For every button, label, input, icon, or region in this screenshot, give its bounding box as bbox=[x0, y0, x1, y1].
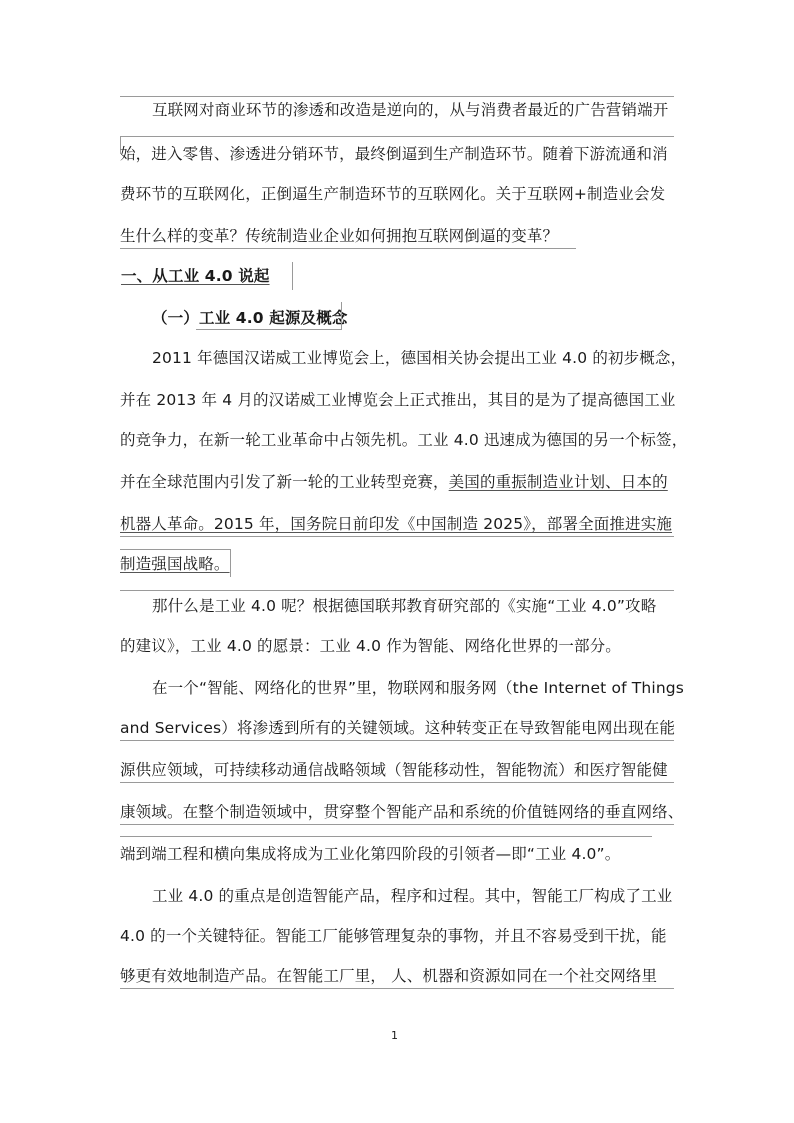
revision-rule bbox=[120, 824, 674, 825]
paragraph-5-line-3: 够更有效地制造产品。在智能工厂里， 人、机器和资源如同在一个社交网络里 bbox=[120, 967, 658, 985]
revision-rule bbox=[196, 329, 341, 330]
page-number: 1 bbox=[391, 1029, 398, 1042]
paragraph-4-line-2-text: and Services）将渗透到所有的关键领域。 bbox=[120, 719, 425, 737]
paragraph-3-line-1: 那什么是工业 4.0 呢？根据德国联邦教育研究部的《实施“工业 4.0”攻略 bbox=[152, 597, 657, 615]
revision-rule bbox=[120, 836, 652, 837]
paragraph-2-line-6 bbox=[120, 554, 230, 574]
revision-rule bbox=[120, 988, 674, 989]
revision-rule bbox=[120, 590, 674, 591]
revision-bar bbox=[292, 262, 293, 290]
paragraph-2-line-3: 的竞争力，在新一轮工业革命中占领先机。工业 4.0 迅速成为德国的另一个标签， bbox=[120, 431, 688, 449]
subsection-heading-text: （一）工业 4.0 起源及概念 bbox=[152, 309, 348, 327]
section-heading-text: 一、从工业 4.0 说起 bbox=[121, 267, 270, 285]
paragraph-2-line-2: 并在 2013 年 4 月的汉诺威工业博览会上正式推出，其目的是为了提高德国工业 bbox=[120, 391, 676, 409]
revision-bar bbox=[230, 549, 231, 577]
paragraph-2-line-5 bbox=[120, 514, 672, 534]
paragraph-2-line-4-text: 并在全球范围内引发了新一轮的工业转型竞赛， bbox=[120, 473, 449, 491]
revision-rule bbox=[120, 782, 674, 783]
revision-rule bbox=[120, 96, 674, 97]
paragraph-2-line-4 bbox=[120, 472, 668, 492]
paragraph-2-line-1: 2011 年德国汉诺威工业博览会上，德国相关协会提出工业 4.0 的初步概念， bbox=[152, 349, 687, 367]
paragraph-4-line-4: 康领域。在整个制造领域中，贯穿整个智能产品和系统的价值链网络的垂直网络、 bbox=[120, 803, 684, 821]
revision-rule bbox=[120, 740, 674, 741]
revision-rule bbox=[120, 136, 674, 137]
revision-rule bbox=[120, 536, 674, 537]
paragraph-4-line-3: 源供应领域，可持续移动通信战略领域（智能移动性，智能物流）和医疗智能健 bbox=[120, 761, 668, 779]
paragraph-4-line-1: 在一个“智能、网络化的世界”里，物联网和服务网（the Internet of Things bbox=[152, 679, 685, 697]
paragraph-2-line-5-tracked: 机器人革命。2015 年，国务院日前印发《中国制造 2025》，部署全面推进实施 bbox=[120, 515, 672, 533]
paragraph-3-line-2: 的建议》，工业 4.0 的愿景：工业 4.0 作为智能、网络化世界的一部分。 bbox=[120, 637, 621, 655]
section-heading bbox=[121, 266, 270, 286]
paragraph-1-line-3: 费环节的互联网化，正倒逼生产制造环节的互联网化。关于互联网+制造业会发 bbox=[120, 185, 666, 203]
paragraph-2-line-4-tracked: 美国的重振制造业计划、日本的 bbox=[448, 473, 668, 491]
paragraph-2-line-6-tracked: 制造强国战略。 bbox=[120, 555, 230, 573]
paragraph-4-line-5: 端到端工程和横向集成将成为工业化第四阶段的引领者—即“工业 4.0”。 bbox=[120, 845, 621, 863]
revision-rule bbox=[120, 549, 230, 550]
paragraph-4-line-2-tracked: 这种转变正在导致智能电网出现在能 bbox=[424, 719, 676, 737]
revision-bar bbox=[341, 302, 342, 330]
paragraph-1-line-4: 生什么样的变革？传统制造业企业如何拥抱互联网倒逼的变革？ bbox=[120, 227, 559, 245]
paragraph-5-line-2: 4.0 的一个关键特征。智能工厂能够管理复杂的事物，并且不容易受到干扰，能 bbox=[120, 927, 667, 945]
paragraph-1-line-1: 互联网对商业环节的渗透和改造是逆向的，从与消费者最近的广告营销端开 bbox=[152, 101, 669, 119]
subsection-heading bbox=[152, 308, 348, 328]
paragraph-4-line-2 bbox=[120, 718, 675, 738]
paragraph-5-line-1: 工业 4.0 的重点是创造智能产品，程序和过程。其中，智能工厂构成了工业 bbox=[152, 887, 673, 905]
paragraph-1-line-2: 始，进入零售、渗透进分销环节，最终倒逼到生产制造环节。随着下游流通和消 bbox=[120, 145, 668, 163]
revision-rule bbox=[120, 248, 576, 249]
